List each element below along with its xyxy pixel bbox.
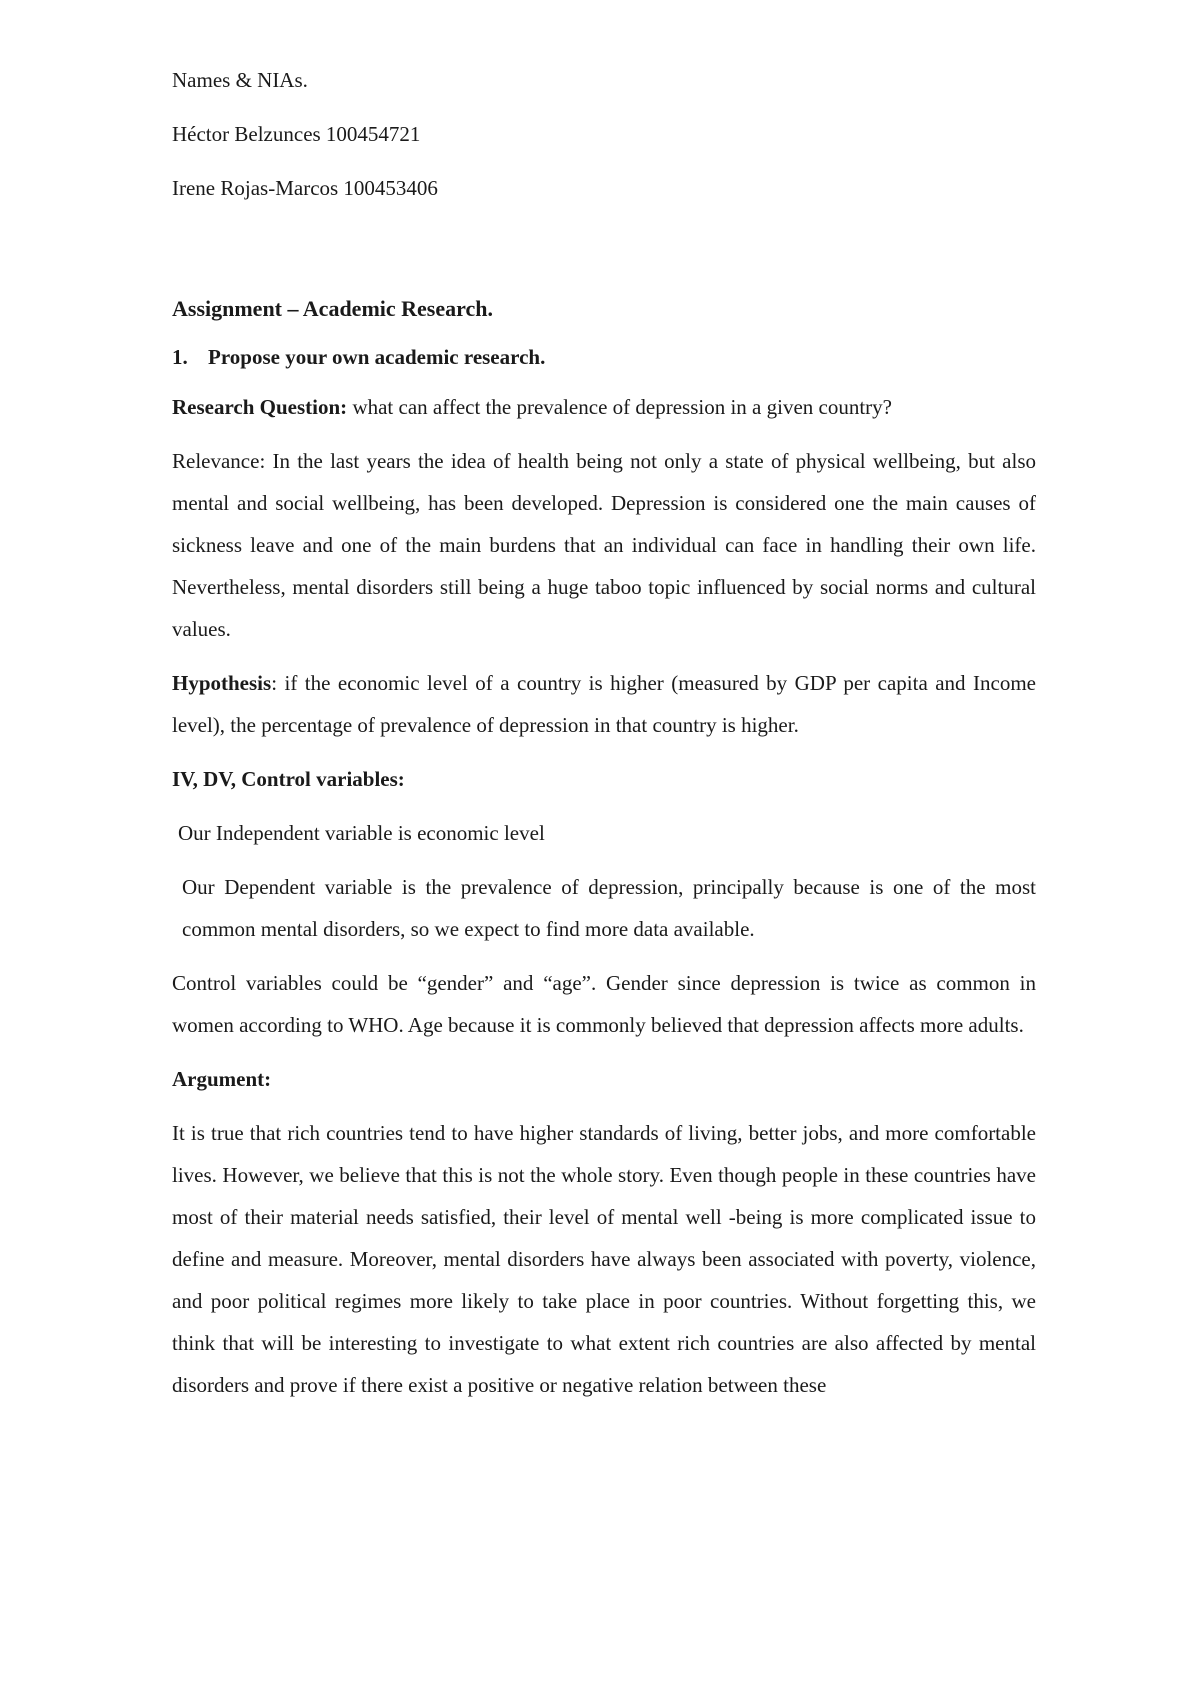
section-1-title: Propose your own academic research. (208, 345, 546, 369)
hypothesis-text: : if the economic level of a country is higher (measured by GDP per capita and Income level), the percentage of prevalence of depression in that country is higher. (172, 671, 1036, 737)
argument-paragraph: It is true that rich countries tend to have higher standards of living, better jobs, and more comfortable lives. However, we believe that this is not the whole story. Even though people in these countries have most of their material needs satisfied, their level of mental well -being is more complicated issue to define and measure. Moreover, mental disorders have always been associated with poverty, violence, and poor political regimes more likely to take place in poor countries. Without forgetting this, we think that will be interesting to investigate to what extent rich countries are also affected by mental disorders and prove if there exist a positive or negative relation between these (172, 1121, 1036, 1397)
dependent-variable: Our Dependent variable is the prevalence of depression, principally because is one of the most common mental disorders, so we expect to find more data available. (182, 875, 1036, 941)
independent-variable: Our Independent variable is economic level (178, 821, 545, 845)
argument-heading-text: Argument: (172, 1067, 272, 1091)
names-label: Names & NIAs. (172, 68, 308, 92)
author-1: Héctor Belzunces 100454721 (172, 122, 421, 146)
document-page (172, 68, 1036, 1406)
relevance-paragraph: Relevance: In the last years the idea of health being not only a state of physical wellbeing, but also mental and social wellbeing, has been developed. Depression is considered one the main causes of sickness leave and one of the main burdens that an individual can face in handling their own life. Nevertheless, mental disorders still being a huge taboo topic influenced by social norms and cultural values. (172, 449, 1036, 641)
spacer (172, 230, 1036, 292)
control-variables: Control variables could be “gender” and “age”. Gender since depression is twice as common in women according to WHO. Age because it is commonly believed that depression affects more adults. (172, 971, 1036, 1037)
assignment-title: Assignment – Academic Research. (172, 296, 493, 321)
research-question-text: what can affect the prevalence of depression in a given country? (347, 395, 892, 419)
section-1-number: 1. (172, 345, 188, 369)
variables-heading (172, 758, 1036, 800)
variables-heading-text: IV, DV, Control variables: (172, 767, 405, 791)
research-question-label: Research Question: (172, 395, 348, 419)
hypothesis-paragraph (172, 662, 1036, 746)
author-2: Irene Rojas-Marcos 100453406 (172, 176, 438, 200)
section-1-heading (172, 340, 1036, 374)
argument-heading (172, 1058, 1036, 1100)
hypothesis-label: Hypothesis (172, 671, 272, 695)
research-question (172, 386, 1036, 428)
